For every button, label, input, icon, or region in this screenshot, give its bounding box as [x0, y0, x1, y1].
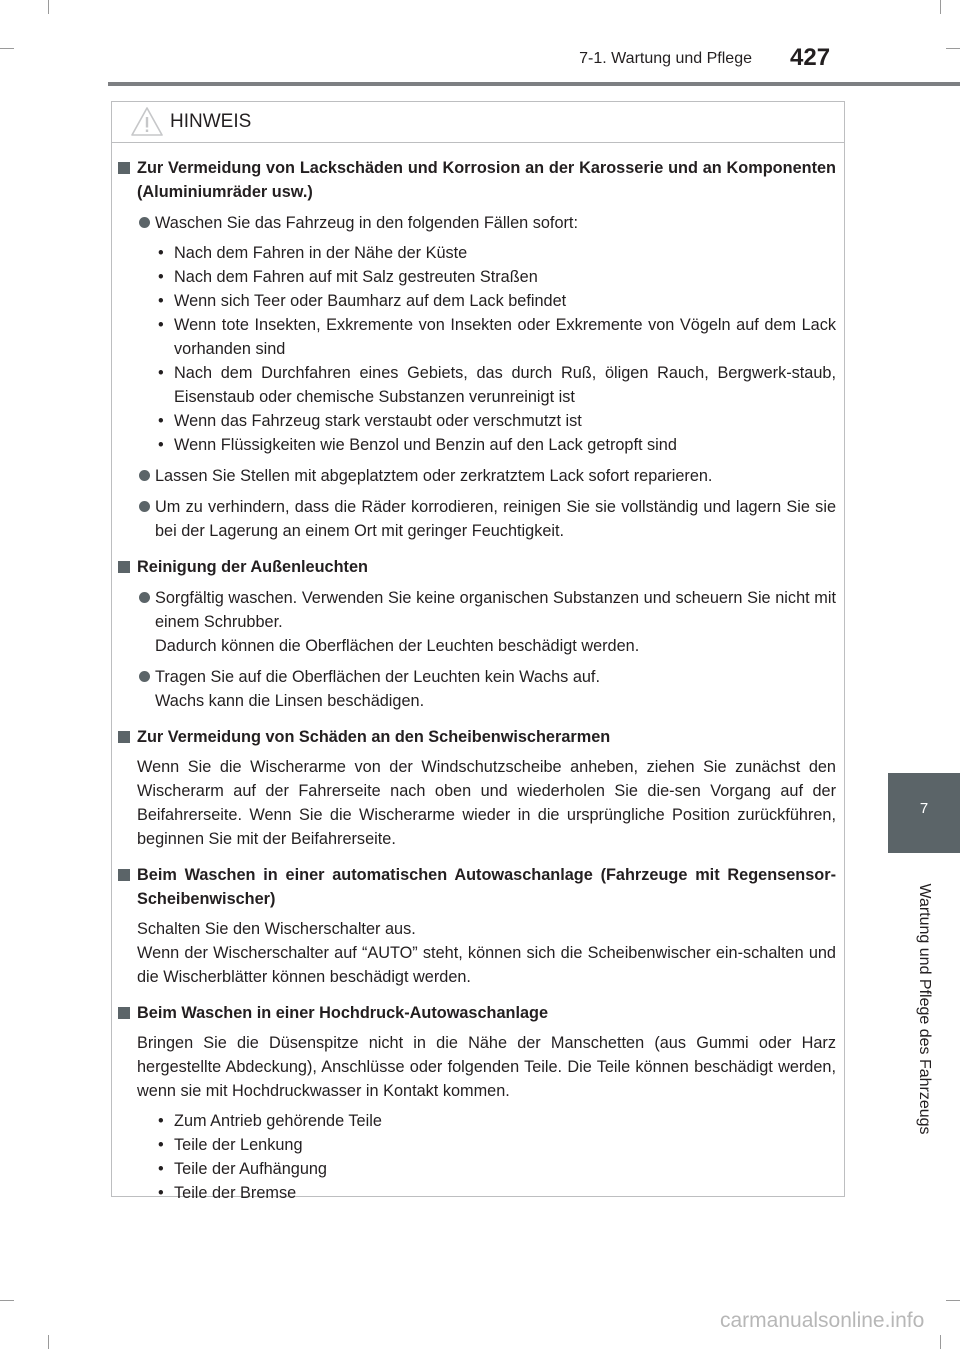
- circle-bullet-icon: [139, 470, 150, 481]
- crop-mark: [940, 0, 941, 14]
- header-rule: [108, 82, 960, 86]
- section-title: Zur Vermeidung von Lackschäden und Korrosion an der Karosserie und an Komponenten (Aluminiumräder usw.): [137, 159, 836, 201]
- list-item: • Teile der Lenkung: [137, 1133, 836, 1157]
- list-item: [137, 464, 836, 488]
- notice-box: [111, 101, 845, 1202]
- list-item: • Nach dem Fahren auf mit Salz gestreuten Straßen: [137, 265, 836, 289]
- dot-bullet-icon: •: [158, 268, 164, 286]
- crop-mark: [946, 1300, 960, 1301]
- crop-mark: [48, 0, 49, 14]
- list-item: • Nach dem Durchfahren eines Gebiets, das durch Ruß, öligen Rauch, Bergwerk-staub, Eisenstaub oder chemische Substanzen verunreinigt ist: [137, 361, 836, 409]
- bullet-list: [137, 1109, 836, 1205]
- dot-bullet-icon: •: [158, 364, 164, 382]
- square-bullet-icon: [118, 162, 130, 174]
- dot-bullet-icon: •: [158, 1184, 164, 1202]
- list-item: • Wenn tote Insekten, Exkremente von Insekten oder Exkremente von Vögeln auf dem Lack vorhanden sind: [137, 313, 836, 361]
- list-item: • Teile der Aufhängung: [137, 1157, 836, 1181]
- crop-mark: [48, 1335, 49, 1349]
- crop-mark: [946, 48, 960, 49]
- section-title: Beim Waschen in einer automatischen Autowaschanlage (Fahrzeuge mit Regensensor-Scheibenwischer): [137, 866, 836, 908]
- square-bullet-icon: [118, 561, 130, 573]
- page-number: 427: [790, 44, 831, 71]
- dot-bullet-icon: •: [158, 412, 164, 430]
- dot-bullet-icon: •: [158, 1136, 164, 1154]
- dot-bullet-icon: •: [158, 436, 164, 454]
- chapter-number: 7: [919, 800, 929, 817]
- list-item: • Wenn das Fahrzeug stark verstaubt oder verschmutzt ist: [137, 409, 836, 433]
- list-item: • Wenn sich Teer oder Baumharz auf dem Lack befindet: [137, 289, 836, 313]
- section-title: Reinigung der Außenleuchten: [137, 558, 368, 576]
- chapter-title: Wartung und Pflege des Fahrzeugs: [916, 883, 933, 1135]
- list-item: • Wenn Flüssigkeiten wie Benzol und Benzin auf den Lack getropft sind: [137, 433, 836, 457]
- notice-content: [112, 142, 844, 1209]
- header-section-title: 7-1. Wartung und Pflege: [579, 50, 752, 67]
- dot-bullet-icon: •: [158, 1112, 164, 1130]
- paragraph-text: Wenn der Wischerschalter auf “AUTO” steht, können sich die Scheibenwischer ein-schalten und die Wischerblätter können beschädigt werden.: [137, 944, 836, 986]
- list-item: [137, 495, 836, 543]
- crop-mark: [940, 1335, 941, 1349]
- warning-triangle-icon: [130, 106, 164, 138]
- notice-title: HINWEIS: [170, 111, 252, 132]
- crop-mark: [0, 1300, 14, 1301]
- item-text: Wachs kann die Linsen beschädigen.: [155, 692, 425, 710]
- item-text: Dadurch können die Oberflächen der Leuchten beschädigt werden.: [155, 637, 640, 655]
- item-text: Waschen Sie das Fahrzeug in den folgenden Fällen sofort:: [155, 214, 578, 232]
- paragraph: [137, 755, 836, 851]
- notice-header: [112, 102, 844, 143]
- list-item: • Teile der Bremse: [137, 1181, 836, 1205]
- list-item: • Nach dem Fahren in der Nähe der Küste: [137, 241, 836, 265]
- dot-bullet-icon: •: [158, 244, 164, 262]
- paragraph-text: Schalten Sie den Wischerschalter aus.: [137, 920, 416, 938]
- circle-bullet-icon: [139, 671, 150, 682]
- list-item: [137, 586, 836, 658]
- notice-section: [112, 1001, 844, 1205]
- notice-section: [112, 555, 844, 713]
- paragraph: [137, 1031, 836, 1103]
- bullet-list: [137, 241, 836, 457]
- watermark[interactable]: carmanualsonline.info: [720, 1309, 925, 1332]
- notice-section: [112, 725, 844, 851]
- list-item: [137, 211, 836, 457]
- item-text: Um zu verhindern, dass die Räder korrodieren, reinigen Sie sie vollständig und lagern Sie sie bei der Lagerung an einem Ort mit geringer Feuchtigkeit.: [155, 498, 836, 540]
- square-bullet-icon: [118, 731, 130, 743]
- paragraph-text: Bringen Sie die Düsenspitze nicht in die Nähe der Manschetten (aus Gummi oder Harz hergestellte Abdeckung), Anschlüsse oder folgenden Teile. Die Teile können beschädigt werden, wenn sie mit Hochdruckwasser in Kontakt kommen.: [137, 1034, 836, 1100]
- chapter-tab: [888, 773, 960, 853]
- section-title: Beim Waschen in einer Hochdruck-Autowaschanlage: [137, 1004, 549, 1022]
- square-bullet-icon: [118, 1007, 130, 1019]
- circle-bullet-icon: [139, 592, 150, 603]
- crop-mark: [0, 48, 14, 49]
- square-bullet-icon: [118, 869, 130, 881]
- circle-bullet-icon: [139, 501, 150, 512]
- list-item: [137, 665, 836, 713]
- list-item: • Zum Antrieb gehörende Teile: [137, 1109, 836, 1133]
- dot-bullet-icon: •: [158, 1160, 164, 1178]
- paragraph: [137, 917, 836, 989]
- item-text: Sorgfältig waschen. Verwenden Sie keine organischen Substanzen und scheuern Sie nicht mit einem Schrubber.: [155, 589, 836, 631]
- notice-section: [112, 863, 844, 989]
- circle-bullet-icon: [139, 217, 150, 228]
- item-text: Lassen Sie Stellen mit abgeplatztem oder zerkratztem Lack sofort reparieren.: [155, 467, 713, 485]
- notice-section: [112, 156, 844, 543]
- dot-bullet-icon: •: [158, 316, 164, 334]
- item-text: Tragen Sie auf die Oberflächen der Leuchten kein Wachs auf.: [155, 668, 600, 686]
- section-title: Zur Vermeidung von Schäden an den Scheibenwischerarmen: [137, 728, 611, 746]
- dot-bullet-icon: •: [158, 292, 164, 310]
- paragraph-text: Wenn Sie die Wischerarme von der Windschutzscheibe anheben, ziehen Sie zunächst den Wischerarm auf der Fahrerseite nach oben und wiederholen Sie die-sen Vorgang auf der Beifahrerseite. Wenn Sie die Wischerarme wieder in die ursprüngliche Position zurückführen, beginnen Sie mit der Beifahrerseite.: [137, 758, 836, 848]
